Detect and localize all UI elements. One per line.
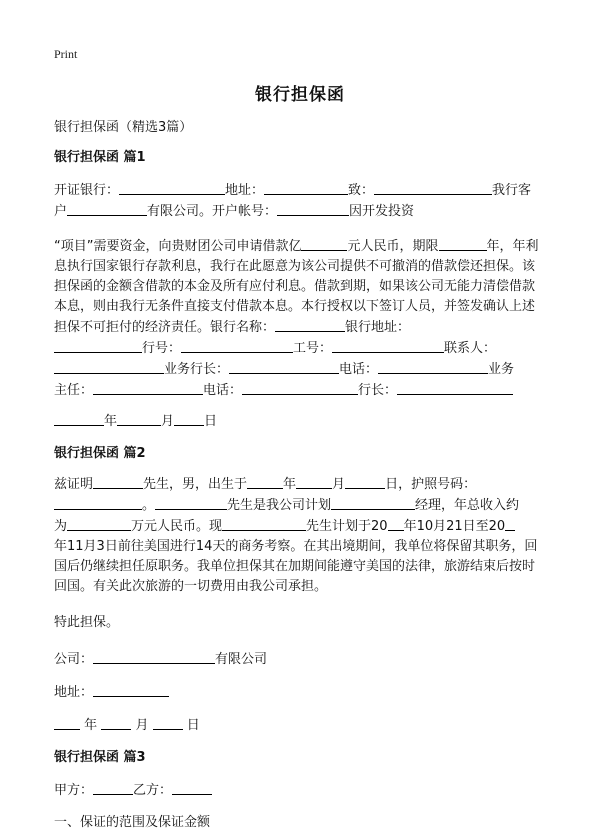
- s1-l1-d: 我行客: [492, 183, 532, 198]
- s2-para: 年11月3日前往美国进行14天的商务考察。在其出境期间，我单位将保留其职务，回国后仍继续担任原职务。我单位担保其在加期间能遵守美国的法律，旅游结束后按时回国。有关此次旅游的一切费用由我公司承担。: [54, 539, 538, 594]
- s2-l1-e: 日，护照号码：: [385, 477, 477, 492]
- blank-name: [93, 474, 143, 489]
- s2-l2-b: 先生是我公司计划: [227, 498, 332, 513]
- s2-l1-b: 先生，男，出生于: [143, 477, 248, 492]
- blank-plan: [331, 495, 415, 510]
- s2-line1: [54, 474, 546, 495]
- blank-address: [264, 180, 348, 195]
- blank-contact: [54, 359, 164, 374]
- blank-bank-name: [275, 317, 345, 332]
- s1-row1-a: 行号：: [142, 341, 182, 356]
- blank-s2-year: [54, 715, 80, 730]
- blank-work-no: [332, 338, 444, 353]
- s1-para-a: “项目”需要资金，向贵财团公司申请借款亿: [54, 239, 302, 254]
- s3-parties: [54, 780, 546, 801]
- s1-l2-c: 因开发投资: [349, 204, 415, 219]
- blank-company-address: [93, 682, 169, 697]
- s1-para-c: 年，年利息执行国家银行存款利息，我行在此愿意为该公司提供不可撤消的借款偿还担保。该担保函的金额含借款的本金及所有应付利息。借款到期，如果该公司无能力清偿借款本息，则由我行无条件直接支付借款本息。本行授权以下签订人员，并签发确认上述担保不可拒付的经济责任。银行名称：: [54, 239, 539, 335]
- blank-account: [277, 201, 349, 216]
- s3-item1: 一、保证的范围及保证金额: [54, 815, 211, 830]
- s1-row3-b: 电话：: [203, 383, 243, 398]
- s1-row3-a: 主任：: [54, 383, 94, 398]
- s1-para-b: 元人民币，期限: [347, 239, 439, 254]
- s1-date-month: 月: [161, 414, 175, 429]
- s3-party-a: 甲方：: [54, 783, 94, 798]
- document-body: [54, 118, 546, 833]
- blank-birth-day: [345, 474, 385, 489]
- s2-l2-c: 经理，年总收入约: [415, 498, 520, 513]
- s2-l1-c: 年: [283, 477, 297, 492]
- s1-l2-a: 户: [54, 204, 68, 219]
- s1-row1-c: 联系人：: [444, 341, 497, 356]
- section2-heading: 银行担保函 篇2: [54, 446, 146, 461]
- blank-bank-address: [54, 338, 142, 353]
- blank-year-1: [388, 516, 404, 531]
- s1-l1-c: 致：: [348, 183, 375, 198]
- s2-date-month: 月: [135, 718, 149, 733]
- s1-row3-c: 行长：: [358, 383, 398, 398]
- blank-term: [439, 236, 487, 251]
- s2-l3-a: 为: [54, 519, 68, 534]
- blank-name-3: [222, 516, 306, 531]
- blank-president: [397, 380, 513, 395]
- s2-address: [54, 682, 546, 703]
- section3-heading: 银行担保函 篇3: [54, 750, 146, 765]
- s2-l2-a: 。: [142, 498, 156, 513]
- s2-company-a: 公司：: [54, 652, 94, 667]
- blank-income: [67, 516, 131, 531]
- blank-director: [93, 380, 203, 395]
- blank-name-2: [155, 495, 227, 510]
- s1-row1-b: 工号：: [293, 341, 333, 356]
- s2-l3-c: 先生计划于20: [306, 519, 388, 534]
- blank-phone-1: [378, 359, 488, 374]
- s1-l2-b: 有限公司。开户帐号：: [147, 204, 278, 219]
- print-label[interactable]: Print: [54, 47, 78, 61]
- s2-date: [54, 715, 546, 736]
- s2-l3-d: 年10月21日至20: [403, 519, 506, 534]
- blank-issuing-bank: [119, 180, 225, 195]
- blank-date-month: [117, 411, 161, 426]
- blank-amount: [301, 236, 347, 251]
- s1-row2: [54, 359, 546, 380]
- s1-l1-a: 开证银行：: [54, 183, 120, 198]
- document-title: 银行担保函: [255, 85, 345, 105]
- s1-date-year: 年: [104, 414, 118, 429]
- s2-l3-b: 万元人民币。现: [131, 519, 223, 534]
- s2-l1-d: 月: [332, 477, 346, 492]
- blank-s2-day: [153, 715, 183, 730]
- document-subtitle: 银行担保函（精选3篇）: [54, 120, 193, 135]
- s1-date-day: 日: [204, 414, 218, 429]
- blank-birth-month: [296, 474, 332, 489]
- s1-row1: [54, 338, 546, 359]
- s3-party-b: 乙方：: [133, 783, 173, 798]
- blank-business-head: [229, 359, 339, 374]
- s1-para: [54, 236, 546, 338]
- blank-s2-month: [101, 715, 131, 730]
- blank-year-2: [505, 516, 515, 531]
- s2-l1-a: 兹证明: [54, 477, 94, 492]
- blank-company: [93, 649, 215, 664]
- blank-to: [374, 180, 492, 195]
- s1-l1-b: 地址：: [225, 183, 265, 198]
- s1-row2-c: 业务: [488, 362, 515, 377]
- s2-date-day: 日: [186, 718, 200, 733]
- blank-date-year: [54, 411, 104, 426]
- s2-line2: [54, 495, 546, 516]
- s1-line2: [54, 201, 546, 222]
- blank-bank-no: [181, 338, 293, 353]
- s1-row3: [54, 380, 546, 401]
- blank-date-day: [174, 411, 204, 426]
- section1-heading: 银行担保函 篇1: [54, 150, 146, 165]
- blank-phone-2: [242, 380, 358, 395]
- s2-company: [54, 649, 546, 670]
- s2-date-year: 年: [84, 718, 98, 733]
- blank-birth-year: [247, 474, 283, 489]
- s2-special: 特此担保。: [54, 615, 120, 630]
- blank-party-b: [172, 780, 212, 795]
- blank-party-a: [93, 780, 133, 795]
- s1-row2-b: 电话：: [339, 362, 379, 377]
- s1-date: [54, 411, 546, 432]
- s2-address-label: 地址：: [54, 685, 94, 700]
- blank-client: [67, 201, 147, 216]
- s1-row2-a: 业务行长：: [164, 362, 230, 377]
- s2-line3: [54, 516, 546, 537]
- s2-company-b: 有限公司: [215, 652, 268, 667]
- s1-line1: [54, 180, 546, 201]
- blank-passport: [54, 495, 142, 510]
- s1-para-d: 银行地址：: [345, 320, 411, 335]
